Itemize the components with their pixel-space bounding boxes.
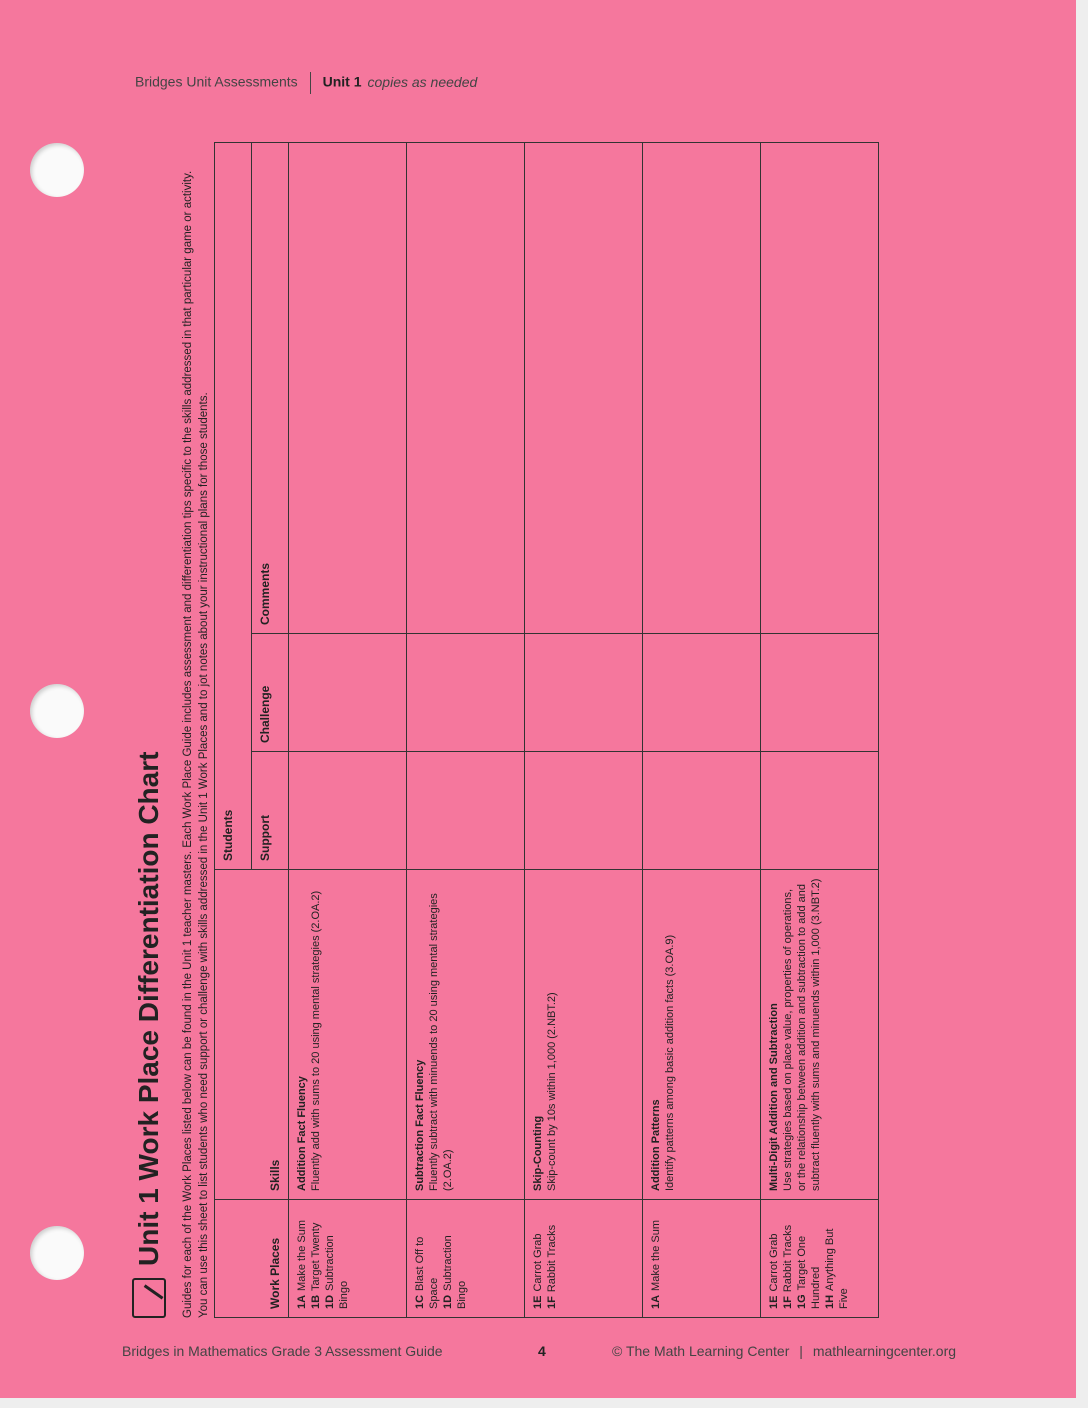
work-place-name: Rabbit Tracks	[782, 1224, 794, 1293]
work-places-cell	[643, 1200, 761, 1318]
unit-label: Unit 1	[322, 73, 362, 90]
work-place-item	[545, 1208, 559, 1309]
work-place-item	[649, 1208, 663, 1309]
work-place-code: 1A	[650, 1294, 662, 1309]
footer-page-number: 4	[538, 1343, 546, 1359]
skill-title: Subtraction Fact Fluency	[414, 1059, 426, 1191]
footer-copyright-line	[612, 1343, 956, 1359]
page-title: Unit 1 Work Place Differentiation Chart	[133, 751, 164, 1266]
support-cell[interactable]	[525, 752, 643, 870]
skills-cell	[643, 870, 761, 1200]
work-place-name: Carrot Grab	[532, 1233, 544, 1292]
work-place-code: 1F	[546, 1296, 558, 1309]
work-place-code: 1E	[768, 1295, 780, 1309]
work-place-item	[413, 1208, 441, 1309]
footer-website: mathlearningcenter.org	[812, 1343, 957, 1359]
header-divider	[310, 72, 311, 94]
copies-note: copies as needed	[367, 73, 478, 90]
support-cell[interactable]	[761, 752, 879, 870]
support-cell[interactable]	[289, 752, 407, 870]
challenge-cell[interactable]	[643, 634, 761, 752]
work-place-item	[823, 1208, 851, 1309]
comments-cell[interactable]	[761, 143, 879, 634]
work-place-code: 1B	[310, 1294, 322, 1309]
skill-title: Skip-Counting	[532, 1115, 544, 1191]
work-place-name: Target One Hundred	[796, 1235, 822, 1309]
work-places-cell	[289, 1200, 407, 1318]
work-places-cell	[525, 1200, 643, 1318]
work-place-name: Blast Off to Space	[414, 1236, 440, 1309]
footer-copyright: © The Math Learning Center	[612, 1343, 790, 1359]
binder-hole	[30, 1226, 84, 1280]
work-place-name: Subtraction Bingo	[442, 1235, 468, 1309]
work-place-code: 1D	[442, 1294, 454, 1309]
differentiation-table	[214, 142, 879, 1318]
work-place-code: 1F	[782, 1296, 794, 1309]
table-row	[643, 143, 761, 1318]
work-place-name: Make the Sum	[650, 1220, 662, 1291]
skill-title: Multi-Digit Addition and Subtraction	[768, 1003, 780, 1191]
running-header	[135, 72, 477, 94]
support-cell[interactable]	[643, 752, 761, 870]
work-place-code: 1A	[296, 1294, 308, 1309]
table-row	[289, 143, 407, 1318]
challenge-cell[interactable]	[289, 634, 407, 752]
support-cell[interactable]	[407, 752, 525, 870]
comments-cell[interactable]	[289, 143, 407, 634]
work-place-name: Subtraction Bingo	[324, 1235, 350, 1309]
skills-cell	[289, 870, 407, 1200]
skill-description: Fluently subtract with minuends to 20 using mental strategies (2.OA.2)	[428, 893, 454, 1191]
header-work-places: Work Places	[215, 1200, 289, 1318]
header-students: Students	[215, 143, 252, 870]
table-row	[761, 143, 879, 1318]
table-row	[407, 143, 525, 1318]
intro-text: Guides for each of the Work Places listed below can be found in the Unit 1 teacher masters. Each Work Place Guide includes assessment and differentiation tips specific to the skills addressed in that particular game or activity. You can use this sheet to list students who need support or challenge with skills addressed in the Unit 1 Work Places and to jot notes about your instructional plans for those students.	[182, 170, 210, 1318]
skills-cell	[525, 870, 643, 1200]
binder-hole	[30, 684, 84, 738]
challenge-cell[interactable]	[525, 634, 643, 752]
work-place-code: 1G	[796, 1294, 808, 1309]
skill-description: Fluently add with sums to 20 using mental strategies (2.OA.2)	[310, 890, 322, 1191]
skill-description: Identify patterns among basic addition facts (3.OA.9)	[664, 934, 676, 1191]
scan-edge-bottom	[0, 1398, 1088, 1408]
work-place-name: Anything But Five	[824, 1228, 850, 1309]
header-support: Support	[252, 752, 289, 870]
work-place-name: Rabbit Tracks	[546, 1224, 558, 1293]
comments-cell[interactable]	[407, 143, 525, 634]
skill-title: Addition Patterns	[650, 1099, 662, 1191]
work-place-name: Make the Sum	[296, 1220, 308, 1291]
table-header-row	[215, 143, 252, 1318]
checklist-icon	[132, 1278, 166, 1318]
work-place-code: 1E	[532, 1295, 544, 1309]
comments-cell[interactable]	[525, 143, 643, 634]
table-row	[525, 143, 643, 1318]
work-place-name: Target Twenty	[310, 1222, 322, 1291]
work-places-cell	[407, 1200, 525, 1318]
work-place-item	[323, 1208, 351, 1309]
challenge-cell[interactable]	[761, 634, 879, 752]
header-skills: Skills	[215, 870, 289, 1200]
work-place-item	[309, 1208, 323, 1309]
skill-description: Use strategies based on place value, properties of operations, or the relationship between addition and subtraction to add and subtract fluently with sums and minuends within 1,000 (3.NBT.2)	[782, 878, 822, 1191]
work-place-item	[295, 1208, 309, 1309]
series-name: Bridges Unit Assessments	[135, 73, 298, 90]
work-place-item	[795, 1208, 823, 1309]
scan-edge-right	[1076, 0, 1088, 1408]
binder-hole	[30, 143, 84, 197]
footer-book-title: Bridges in Mathematics Grade 3 Assessment Guide	[122, 1343, 443, 1359]
work-place-code: 1C	[414, 1294, 426, 1309]
work-place-code: 1D	[324, 1294, 336, 1309]
work-place-name: Carrot Grab	[768, 1233, 780, 1292]
skill-title: Addition Fact Fluency	[296, 1076, 308, 1191]
work-place-code: 1H	[824, 1294, 836, 1309]
header-comments: Comments	[252, 143, 289, 634]
rotated-content	[122, 128, 937, 1318]
work-place-item	[767, 1208, 781, 1309]
challenge-cell[interactable]	[407, 634, 525, 752]
work-place-item	[781, 1208, 795, 1309]
skills-cell	[761, 870, 879, 1200]
work-place-item	[531, 1208, 545, 1309]
header-challenge: Challenge	[252, 634, 289, 752]
work-place-item	[441, 1208, 469, 1309]
skills-cell	[407, 870, 525, 1200]
work-places-cell	[761, 1200, 879, 1318]
comments-cell[interactable]	[643, 143, 761, 634]
footer-separator: |	[799, 1343, 803, 1359]
skill-description: Skip-count by 10s within 1,000 (2.NBT.2)	[546, 992, 558, 1191]
title-row	[132, 752, 166, 1318]
